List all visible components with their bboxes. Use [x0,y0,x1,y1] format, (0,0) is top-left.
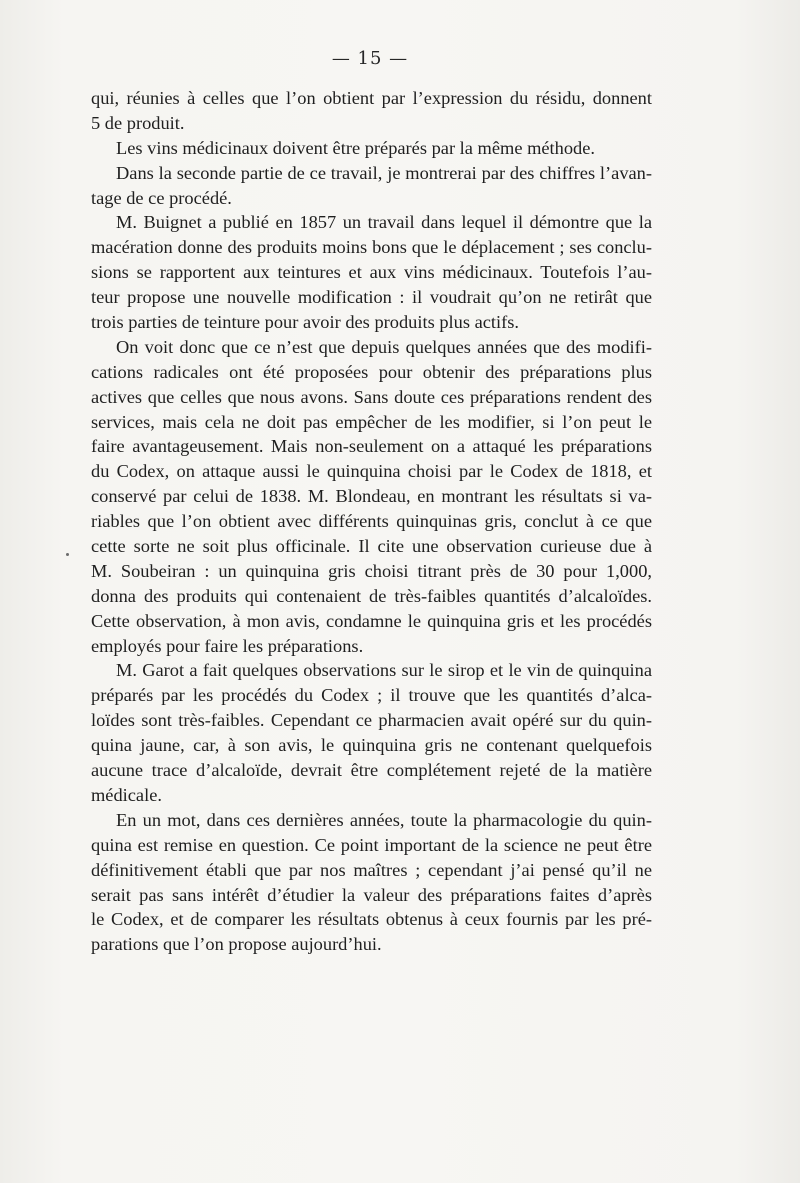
text-line: aucune trace d’alcaloïde, devrait être complétement rejeté de la matière [91,760,652,781]
text-line: cette sorte ne soit plus officinale. Il cite une observation curieuse due à [91,536,652,557]
text-line: définitivement établi que par nos maîtres ; cependant j’ai pensé qu’il ne [91,859,652,880]
text-line: conservé par celui de 1838. M. Blondeau, en montrant les résultats si va- [91,486,652,507]
text-line: teur propose une nouvelle modification : il voudrait qu’on ne retirât que [91,287,652,308]
text-line: cations radicales ont été proposées pour obtenir des préparations plus [91,361,652,382]
text-line: trois parties de teinture pour avoir des produits plus actifs. [91,312,519,333]
text-line: qui, réunies à celles que l’on obtient par l’expression du résidu, donnent [91,88,652,108]
text-line: riables que l’on obtient avec différents quinquinas gris, conclut à ce que [91,511,652,532]
text-line: tage de ce procédé. [91,187,232,208]
text-line: quina est remise en question. Ce point important de la science ne peut être [91,834,652,855]
text-line: préparés par les procédés du Codex ; il trouve que les quantités d’alca- [91,685,652,706]
text-line: médicale. [91,784,162,805]
text-line: Cette observation, à mon avis, condamne le quinquina gris et les procédés [91,610,652,631]
text-line: actives que celles que nous avons. Sans doute ces préparations rendent des [91,386,652,407]
text-line: parations que l’on propose aujourd’hui. [91,934,382,955]
text-line: M. Soubeiran : un quinquina gris choisi titrant près de 30 pour 1,000, [91,560,652,581]
text-line: Dans la seconde partie de ce travail, je montrerai par des chiffres l’avan- [116,162,652,183]
text-line: On voit donc que ce n’est que depuis quelques années que des modifi- [116,336,652,357]
text-line: quina jaune, car, à son avis, le quinquina gris ne contenant quelquefois [91,735,652,756]
text-line: loïdes sont très-faibles. Cependant ce pharmacien avait opéré sur du quin- [91,710,652,731]
text-line: services, mais cela ne doit pas empêcher de les modifier, si l’on peut le [91,411,652,432]
text-line: En un mot, dans ces dernières années, toute la pharmacologie du quin- [116,809,652,830]
text-line: 5 de produit. [91,112,185,133]
body-text [91,86,652,957]
text-line: donna des produits qui contenaient de très-faibles quantités d’alcaloïdes. [91,585,652,606]
text-line: macération donne des produits moins bons que le déplacement ; ses conclu- [91,237,652,258]
text-line: du Codex, on attaque aussi le quinquina choisi par le Codex de 1818, et [91,461,652,482]
page-number: — 15 — [331,48,409,69]
text-line: le Codex, et de comparer les résultats obtenus à ceux fournis par les pré- [91,909,652,930]
text-line: Les vins médicinaux doivent être préparés par la même méthode. [116,137,596,158]
text-line: M. Garot a fait quelques observations sur le sirop et le vin de quinquina [116,660,652,681]
text-line: serait pas sans intérêt d’étudier la valeur des préparations faites d’après [91,884,652,905]
text-line: faire avantageusement. Mais non-seulement on a attaqué les préparations [91,436,652,457]
text-line: employés pour faire les préparations. [91,635,364,656]
text-line: M. Buignet a publié en 1857 un travail dans lequel il démontre que la [116,212,652,233]
ink-speck [66,553,69,556]
text-line: sions se rapportent aux teintures et aux vins médicinaux. Toutefois l’au- [91,262,652,283]
